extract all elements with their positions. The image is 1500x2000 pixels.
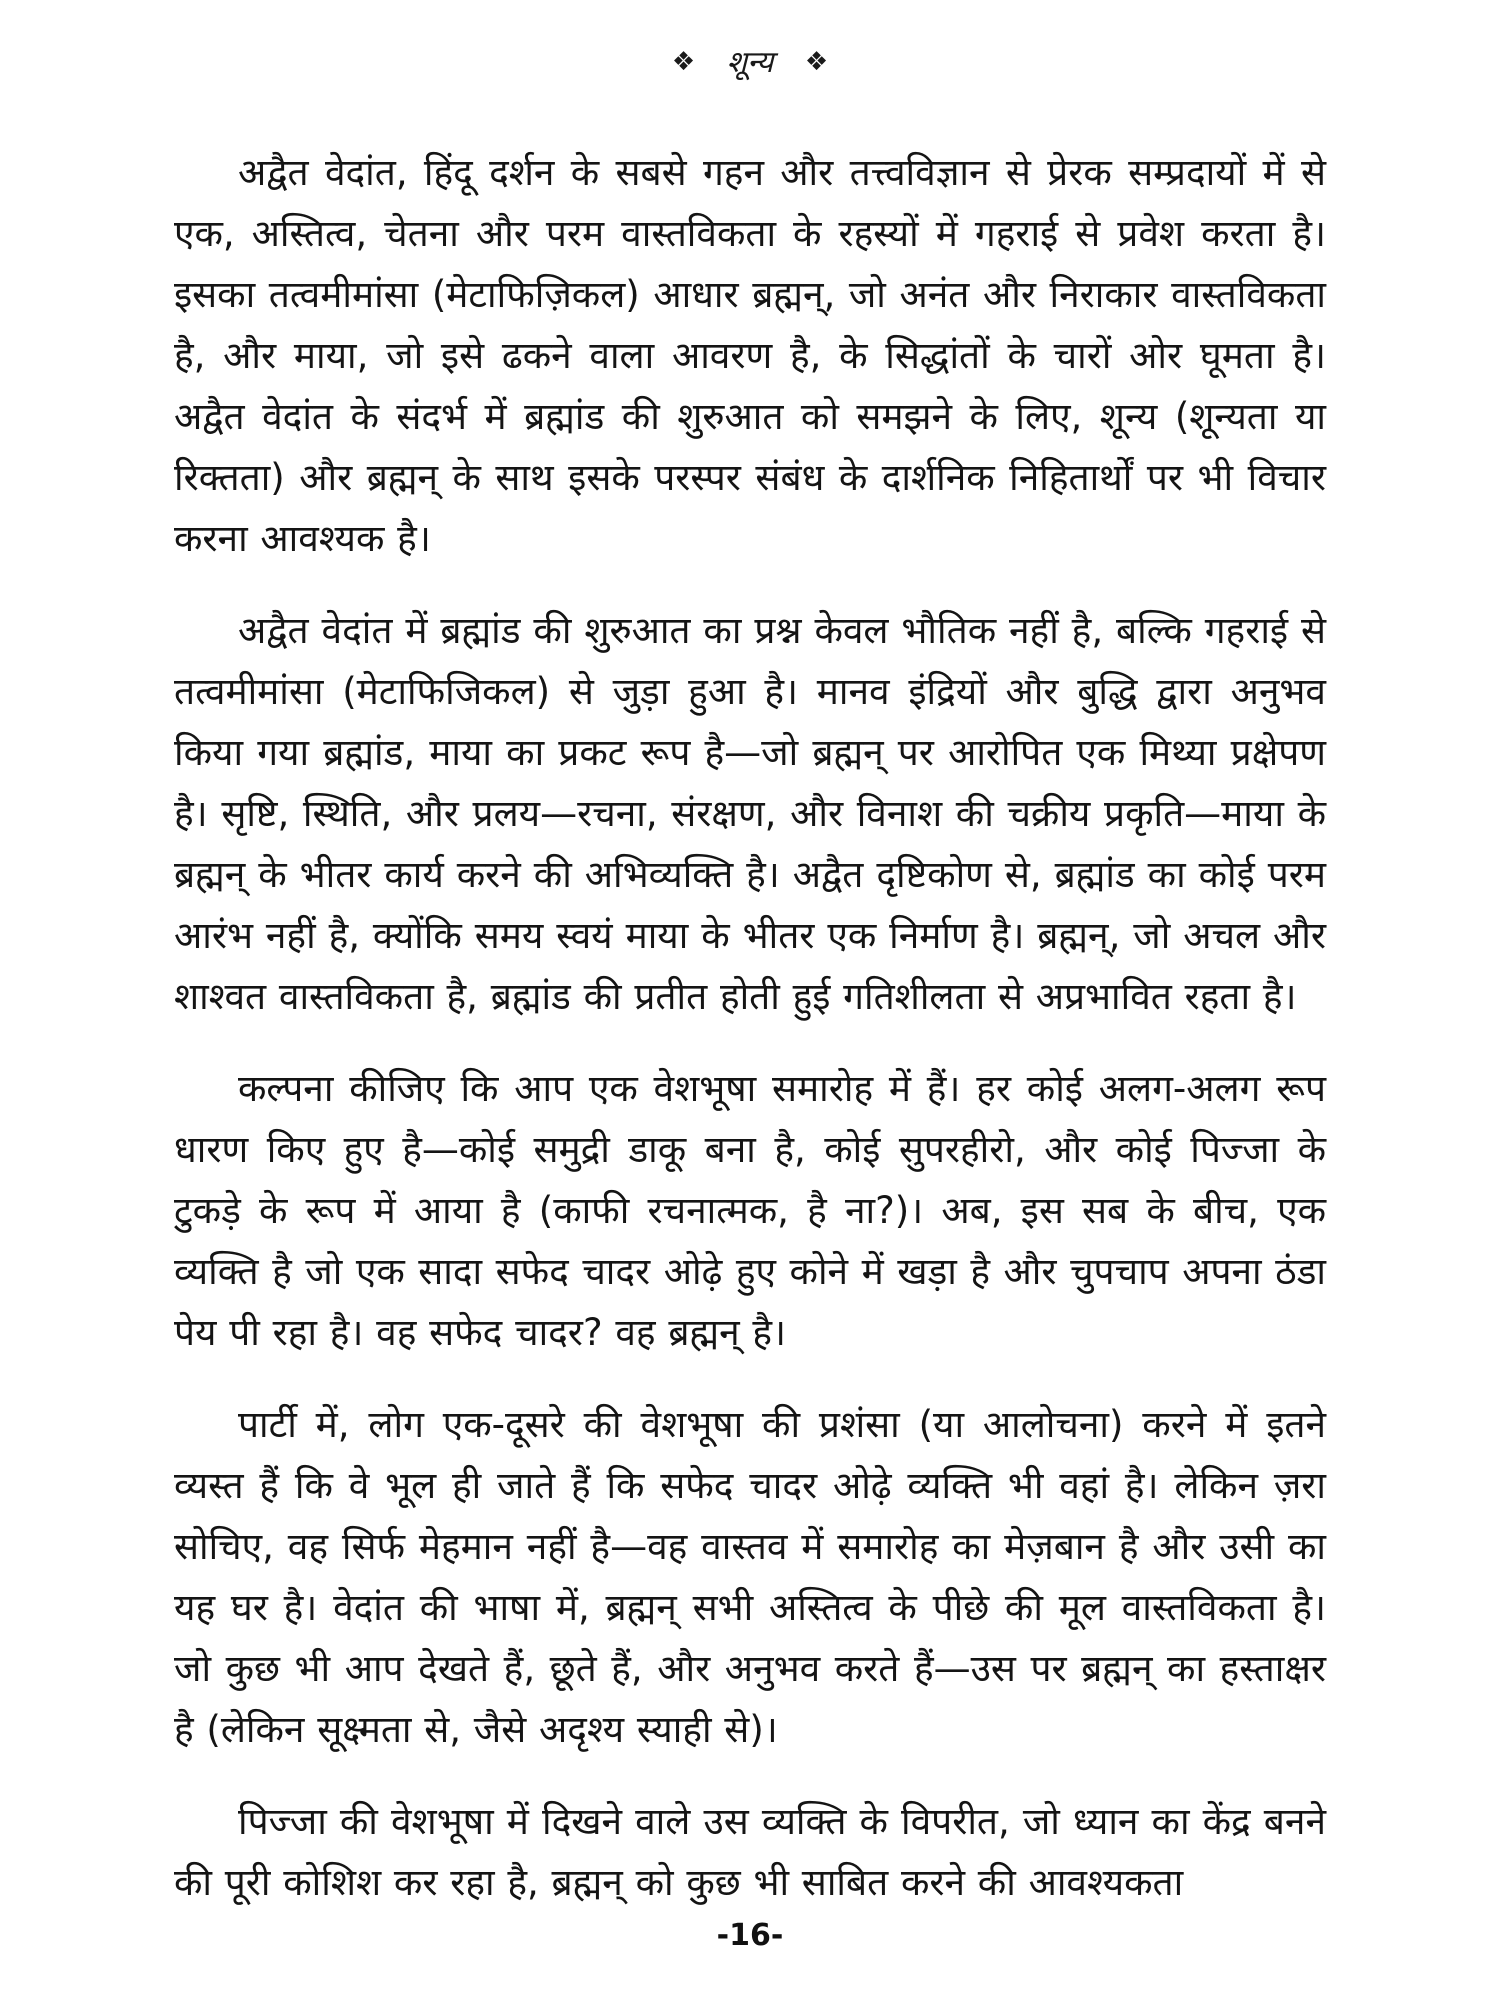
paragraph-1: अद्वैत वेदांत, हिंदू दर्शन के सबसे गहन और तत्त्वविज्ञान से प्रेरक सम्प्रदायों में से एक, अस्तित्व, चेतना और परम वास्तविकता के रहस्यों में गहराई से प्रवेश करता है। इसका तत्वमीमांसा (मेटाफिज़िकल) आधार ब्रह्मन्, जो अनंत और निराकार वास्तविकता है, और माया, जो इसे ढकने वाला आवरण है, के सिद्धांतों के चारों ओर घूमता है। अद्वैत वेदांत के संदर्भ में ब्रह्मांड की शुरुआत को समझने के लिए, शून्य (शून्यता या रिक्तता) और ब्रह्मन् के साथ इसके परस्पर संबंध के दार्शनिक निहितार्थों पर भी विचार करना आवश्यक है। — [174, 151, 1326, 560]
paragraph-5: पिज्जा की वेशभूषा में दिखने वाले उस व्यक्ति के विपरीत, जो ध्यान का केंद्र बनने की पूरी कोशिश कर रहा है, ब्रह्मन् को कुछ भी साबित करने की आवश्यकता — [174, 1800, 1326, 1904]
running-header — [0, 42, 1500, 83]
paragraph-3: कल्पना कीजिए कि आप एक वेशभूषा समारोह में हैं। हर कोई अलग-अलग रूप धारण किए हुए है—कोई समुद्री डाकू बना है, कोई सुपरहीरो, और कोई पिज्जा के टुकड़े के रूप में आया है (काफी रचनात्मक, है ना?)। अब, इस सब के बीच, एक व्यक्ति है जो एक सादा सफेद चादर ओढ़े हुए कोने में खड़ा है और चुपचाप अपना ठंडा पेय पी रहा है। वह सफेद चादर? वह ब्रह्मन् है। — [174, 1067, 1326, 1354]
body-text — [174, 142, 1326, 1944]
paragraph-2: अद्वैत वेदांत में ब्रह्मांड की शुरुआत का प्रश्न केवल भौतिक नहीं है, बल्कि गहराई से तत्वमीमांसा (मेटाफिजिकल) से जुड़ा हुआ है। मानव इंद्रियों और बुद्धि द्वारा अनुभव किया गया ब्रह्मांड, माया का प्रकट रूप है—जो ब्रह्मन् पर आरोपित एक मिथ्या प्रक्षेपण है। सृष्टि, स्थिति, और प्रलय—रचना, संरक्षण, और विनाश की चक्रीय प्रकृति—माया के ब्रह्मन् के भीतर कार्य करने की अभिव्यक्ति है। अद्वैत दृष्टिकोण से, ब्रह्मांड का कोई परम आरंभ नहीं है, क्योंकि समय स्वयं माया के भीतर एक निर्माण है। ब्रह्मन्, जो अचल और शाश्वत वास्तविकता है, ब्रह्मांड की प्रतीत होती हुई गतिशीलता से अप्रभावित रहता है। — [174, 609, 1326, 1018]
ornament-right-icon: ❖ — [804, 47, 829, 77]
chapter-title: शून्य — [726, 45, 774, 80]
page-number: -16- — [716, 1918, 784, 1953]
ornament-left-icon: ❖ — [671, 47, 696, 77]
paragraph-4: पार्टी में, लोग एक-दूसरे की वेशभूषा की प्रशंसा (या आलोचना) करने में इतने व्यस्त हैं कि वे भूल ही जाते हैं कि सफेद चादर ओढ़े व्यक्ति भी वहां है। लेकिन ज़रा सोचिए, वह सिर्फ मेहमान नहीं है—वह वास्तव में समारोह का मेज़बान है और उसी का यह घर है। वेदांत की भाषा में, ब्रह्मन् सभी अस्तित्व के पीछे की मूल वास्तविकता है। जो कुछ भी आप देखते हैं, छूते हैं, और अनुभव करते हैं—उस पर ब्रह्मन् का हस्ताक्षर है (लेकिन सूक्ष्मता से, जैसे अदृश्य स्याही से)। — [174, 1403, 1326, 1751]
